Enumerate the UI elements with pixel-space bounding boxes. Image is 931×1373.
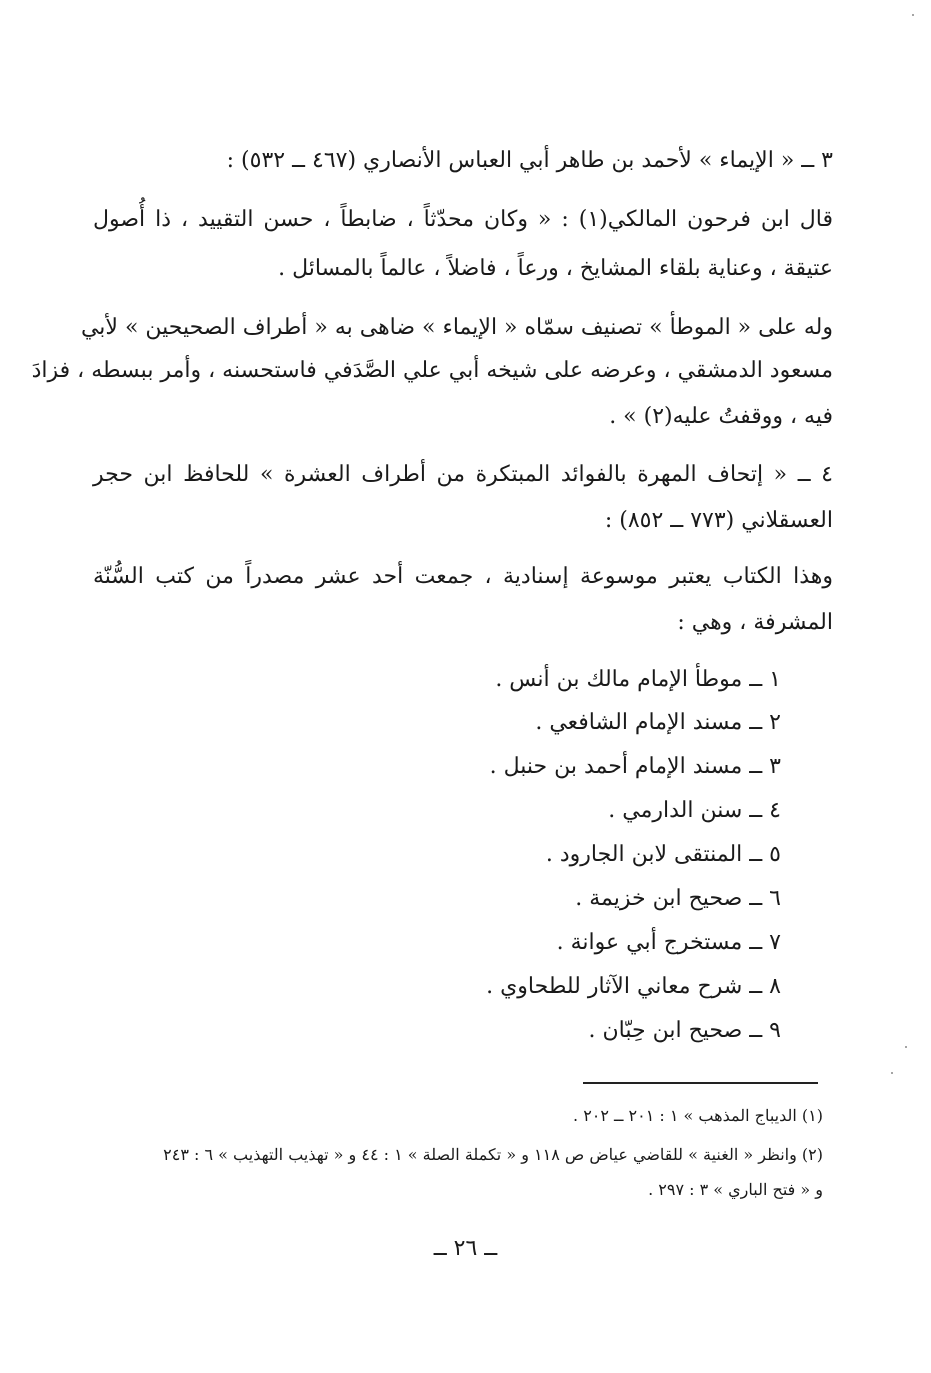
list-item: ٥ ــ المنتقى لابن الجارود . xyxy=(545,842,781,867)
paragraph-line-2: مسعود الدمشقي ، وعرضه على شيخه أبي علي الصَّدَفي فاستحسنه ، وأمر ببسطه ، فزادَ xyxy=(31,358,833,383)
footnote-2-line-1: (٢) وانظر « الغنية » للقاضي عياض ص ١١٨ و « تكملة الصلة » ١ : ٤٤ و « تهذيب التهذيب » ٦ : ٢٤٣ xyxy=(163,1145,823,1164)
section-3-heading: ٣ ــ « الإيماء » لأحمد بن طاهر أبي العباس الأنصاري (٤٦٧ ــ ٥٣٢) : xyxy=(226,148,833,173)
page-number: ــ ٢٦ ــ xyxy=(433,1236,498,1261)
list-item: ١ ــ موطأ الإمام مالك بن أنس . xyxy=(495,667,781,692)
list-item: ٣ ــ مسند الإمام أحمد بن حنبل . xyxy=(489,754,781,779)
intro-line-2: المشرفة ، وهي : xyxy=(677,610,833,635)
list-item: ٢ ــ مسند الإمام الشافعي . xyxy=(535,710,781,735)
section-4-heading-line-1: ٤ ــ « إتحاف المهرة بالفوائد المبتكرة من أطراف العشرة » للحافظ ابن حجر xyxy=(93,462,833,487)
footnote-separator xyxy=(583,1082,818,1084)
quote-line-2: عتيقة ، وعناية بلقاء المشايخ ، ورعاً ، فاضلاً ، عالماً بالمسائل . xyxy=(278,256,833,281)
list-item: ٩ ــ صحيح ابن حِبّان . xyxy=(588,1018,781,1043)
scan-speck xyxy=(891,1072,893,1074)
footnote-1: (١) الديباج المذهب » ١ : ٢٠١ ــ ٢٠٢ . xyxy=(573,1106,823,1125)
section-4-heading-line-2: العسقلاني (٧٧٣ ــ ٨٥٢) : xyxy=(604,508,833,533)
list-item: ٦ ــ صحيح ابن خزيمة . xyxy=(575,886,781,911)
scan-speck xyxy=(912,14,914,16)
list-item: ٤ ــ سنن الدارمي . xyxy=(608,798,781,823)
quote-line-1: قال ابن فرحون المالكي(١) : « وكان محدّثاً ، ضابطاً ، حسن التقييد ، ذا أُصول xyxy=(93,207,833,232)
list-item: ٨ ــ شرح معاني الآثار للطحاوي . xyxy=(486,974,781,999)
footnote-2-line-2: و « فتح الباري » ٣ : ٢٩٧ . xyxy=(648,1180,823,1199)
intro-line-1: وهذا الكتاب يعتبر موسوعة إسنادية ، جمعت أحد عشر مصدراً من كتب السُّنّة xyxy=(93,564,833,589)
paragraph-line-3: فيه ، ووقفتُ عليه(٢) » . xyxy=(609,404,833,429)
paragraph-line-1: وله على « الموطأ » تصنيف سمّاه « الإيماء » ضاهى به « أطراف الصحيحين » لأبي xyxy=(80,315,833,340)
scan-speck xyxy=(905,1046,907,1048)
list-item: ٧ ــ مستخرج أبي عوانة . xyxy=(556,930,781,955)
